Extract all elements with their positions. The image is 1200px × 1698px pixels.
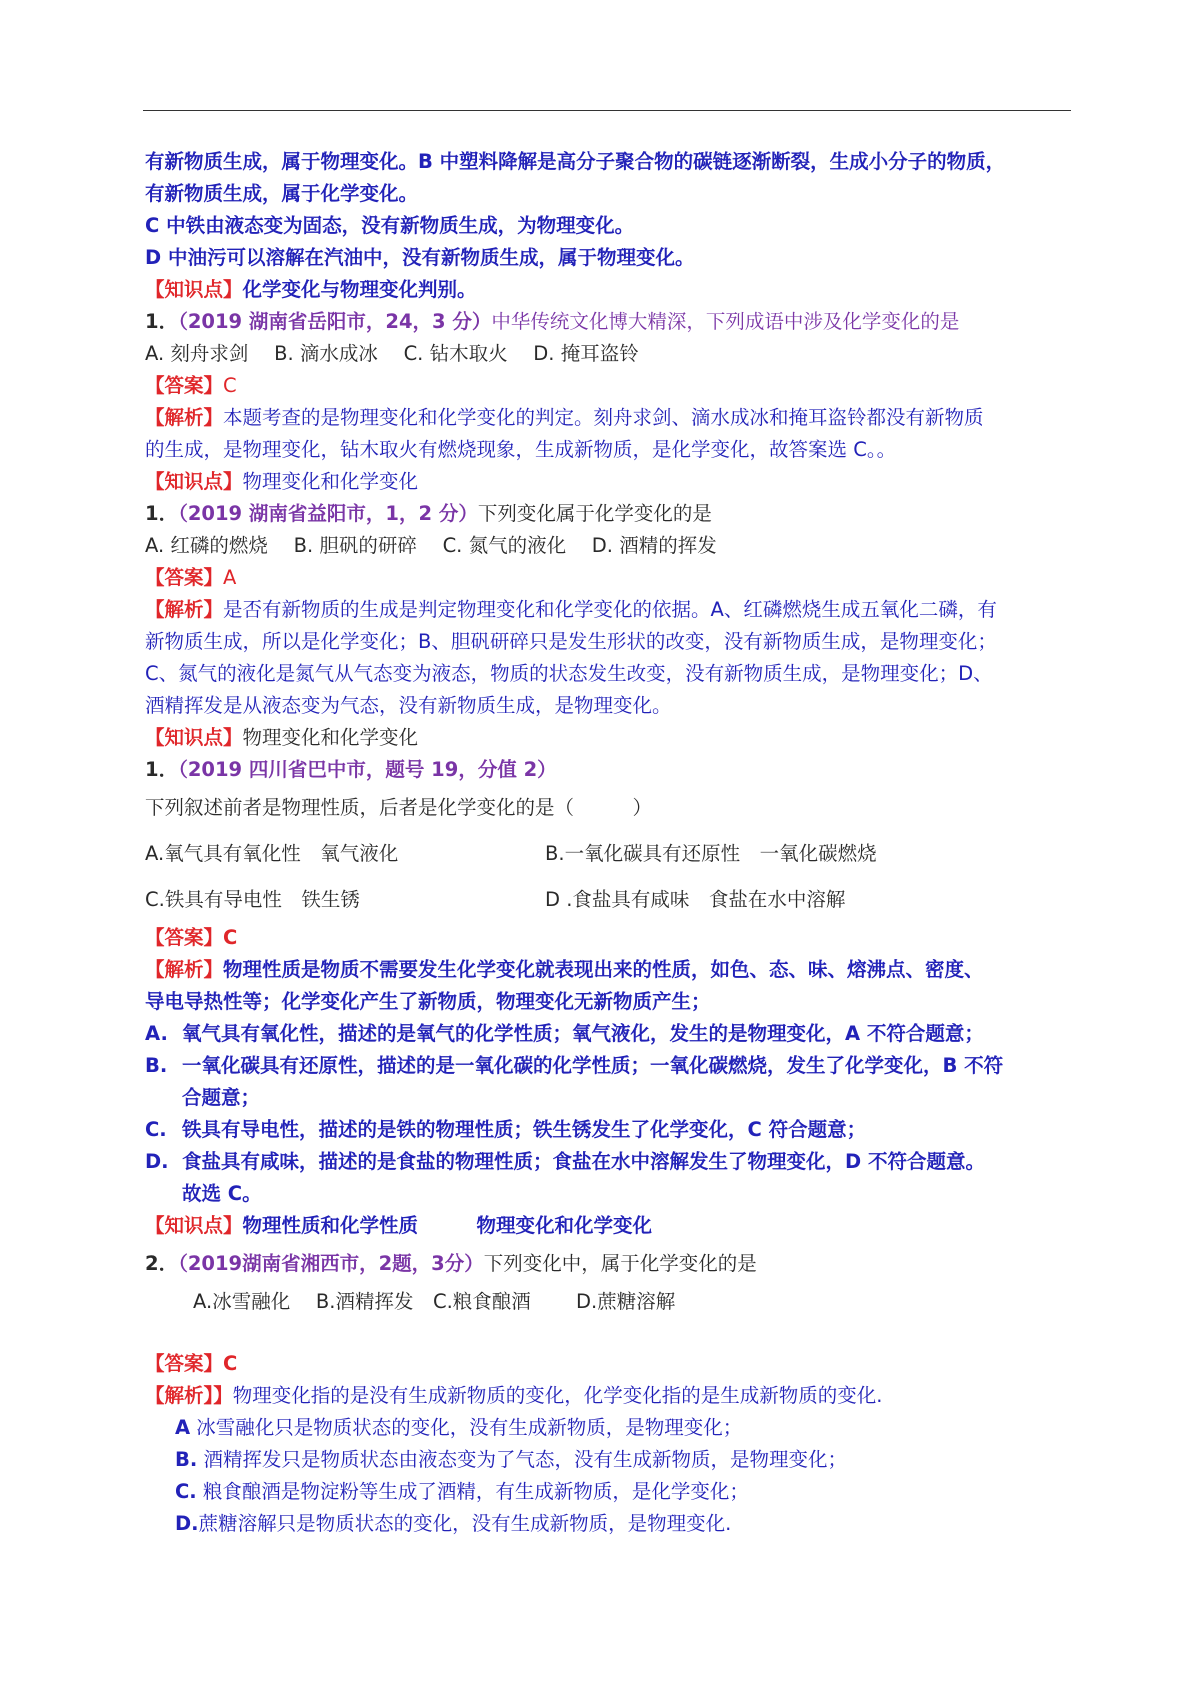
question-text: 下列变化中，属于化学变化的是 bbox=[483, 1252, 757, 1275]
options-row bbox=[145, 838, 1071, 870]
question-stem bbox=[145, 306, 1071, 338]
explanation-text: 物理性质是物质不需要发生化学变化就表现出来的性质，如色、态、味、熔沸点、密度、 bbox=[223, 958, 984, 981]
explanation-line bbox=[145, 402, 1071, 434]
explanation-label: 【解析】】 bbox=[145, 1384, 233, 1407]
question-yiyang bbox=[145, 498, 1071, 754]
answer-label: 【答案】 bbox=[145, 374, 224, 397]
explanation-item bbox=[145, 1476, 1071, 1508]
item-text: 冰雪融化只是物质状态的变化，没有生成新物质，是物理变化； bbox=[190, 1416, 743, 1439]
option-c: C.铁具有导电性 铁生锈 bbox=[145, 888, 360, 911]
question-yueyang bbox=[145, 306, 1071, 498]
item-text: 食盐具有咸味，描述的是食盐的物理性质；食盐在水中溶解发生了物理变化，D 不符合题意。 bbox=[182, 1150, 985, 1173]
explanation-line bbox=[145, 594, 1071, 626]
item-text: 故选 C。 bbox=[182, 1182, 262, 1205]
question-source: （2019 湖南省益阳市，1，2 分） bbox=[178, 502, 478, 525]
option-b: B.一氧化碳具有还原性 一氧化碳燃烧 bbox=[545, 842, 877, 865]
text-line: D 中油污可以溶解在汽油中，没有新物质生成，属于物理变化。 bbox=[145, 246, 695, 269]
item-label: C. bbox=[175, 1480, 197, 1503]
explanation-line: 的生成，是物理变化，钻木取火有燃烧现象，生成新物质，是化学变化，故答案选 C。。 bbox=[145, 438, 897, 461]
item-text: 粮食酿酒是物淀粉等生成了酒精，有生成新物质，是化学变化； bbox=[196, 1480, 749, 1503]
explanation-item bbox=[145, 1050, 1071, 1082]
explanation-label: 【解析】 bbox=[145, 406, 224, 429]
answer-line bbox=[145, 562, 1071, 594]
header-rule bbox=[143, 110, 1071, 111]
document-body bbox=[145, 146, 1071, 1540]
answer-line bbox=[145, 922, 1071, 954]
option-d: D .食盐具有咸味 食盐在水中溶解 bbox=[545, 888, 846, 911]
item-text: 铁具有导电性，描述的是铁的物理性质；铁生锈发生了化学变化，C 符合题意； bbox=[182, 1118, 867, 1141]
kp-label: 【知识点】 bbox=[145, 470, 243, 493]
question-source: （2019 四川省巴中市，题号 19，分值 2） bbox=[178, 758, 557, 781]
options-row bbox=[145, 884, 1071, 916]
explanation-item bbox=[145, 1508, 1071, 1540]
kp-label: 【知识点】 bbox=[145, 278, 243, 301]
options-line: A. 刻舟求剑 B. 滴水成冰 C. 钻木取火 D. 掩耳盗铃 bbox=[145, 342, 639, 365]
explanation-item bbox=[145, 1444, 1071, 1476]
kp-label: 【知识点】 bbox=[145, 726, 243, 749]
question-text: 中华传统文化博大精深，下列成语中涉及化学变化的是 bbox=[491, 310, 960, 333]
question-xiangxi bbox=[145, 1248, 1071, 1540]
explanation-line bbox=[145, 954, 1071, 986]
question-text: 下列叙述前者是物理性质，后者是化学变化的是（ ） bbox=[145, 796, 653, 819]
explanation-text: 是否有新物质的生成是判定物理变化和化学变化的依据。A、红磷燃烧生成五氧化二磷，有 bbox=[223, 598, 997, 621]
question-number: 2． bbox=[145, 1252, 179, 1275]
explanation-line bbox=[145, 1380, 1071, 1412]
item-label: D. bbox=[145, 1150, 169, 1173]
question-stem bbox=[145, 1248, 1071, 1280]
explanation-line: 酒精挥发是从液态变为气态，没有新物质生成，是物理变化。 bbox=[145, 694, 672, 717]
item-label: A. bbox=[145, 1022, 168, 1045]
answer-value: C bbox=[223, 1352, 238, 1375]
explanation-item bbox=[145, 1082, 1071, 1114]
item-label: B. bbox=[145, 1054, 168, 1077]
answer-line bbox=[145, 370, 1071, 402]
answer-value: A bbox=[223, 566, 237, 589]
knowledge-point bbox=[145, 466, 1071, 498]
knowledge-point bbox=[145, 722, 1071, 754]
kp-text: 物理性质和化学性质 物理变化和化学变化 bbox=[242, 1214, 653, 1237]
explanation-item bbox=[145, 1178, 1071, 1210]
explanation-label: 【解析】 bbox=[145, 958, 224, 981]
prev-explanation bbox=[145, 146, 1071, 306]
explanation-line: 新物质生成，所以是化学变化；B、胆矾研碎只是发生形状的改变，没有新物质生成，是物理变化； bbox=[145, 630, 997, 653]
item-label: B. bbox=[175, 1448, 198, 1471]
question-source: （2019 湖南省岳阳市，24，3 分） bbox=[178, 310, 492, 333]
question-bazhong bbox=[145, 754, 1071, 1242]
options-line: A.冰雪融化 B.酒精挥发 C.粮食酿酒 D.蔗糖溶解 bbox=[193, 1290, 676, 1313]
kp-text: 物理变化和化学变化 bbox=[242, 470, 419, 493]
kp-label: 【知识点】 bbox=[145, 1214, 243, 1237]
kp-text: 化学变化与物理变化判别。 bbox=[242, 278, 477, 301]
answer-label: 【答案】 bbox=[145, 1352, 224, 1375]
item-text: 蔗糖溶解只是物质状态的变化，没有生成新物质，是物理变化. bbox=[198, 1512, 732, 1535]
explanation-text: 本题考查的是物理变化和化学变化的判定。刻舟求剑、滴水成冰和掩耳盗铃都没有新物质 bbox=[223, 406, 984, 429]
item-text: 氧气具有氧化性，描述的是氧气的化学性质；氧气液化，发生的是物理变化，A 不符合题意； bbox=[182, 1022, 984, 1045]
answer-label: 【答案】 bbox=[145, 926, 224, 949]
item-text: 一氧化碳具有还原性，描述的是一氧化碳的化学性质；一氧化碳燃烧，发生了化学变化，B 不符 bbox=[182, 1054, 1004, 1077]
question-number: 1． bbox=[145, 758, 179, 781]
item-label: D. bbox=[175, 1512, 199, 1535]
question-stem bbox=[145, 498, 1071, 530]
text-line: 有新物质生成，属于化学变化。 bbox=[145, 182, 419, 205]
answer-label: 【答案】 bbox=[145, 566, 224, 589]
text-line: C 中铁由液态变为固态，没有新物质生成，为物理变化。 bbox=[145, 214, 635, 237]
item-label: A bbox=[175, 1416, 191, 1439]
kp-text: 物理变化和化学变化 bbox=[242, 726, 419, 749]
explanation-item bbox=[145, 1018, 1071, 1050]
explanation-item bbox=[145, 1114, 1071, 1146]
explanation-item bbox=[145, 1412, 1071, 1444]
options-line: A. 红磷的燃烧 B. 胆矾的研碎 C. 氮气的液化 D. 酒精的挥发 bbox=[145, 534, 717, 557]
item-text: 酒精挥发只是物质状态由液态变为了气态，没有生成新物质，是物理变化； bbox=[197, 1448, 847, 1471]
explanation-line: C、氮气的液化是氮气从气态变为液态，物质的状态发生改变，没有新物质生成，是物理变化；D、 bbox=[145, 662, 993, 685]
item-label: C. bbox=[145, 1118, 167, 1141]
question-stem bbox=[145, 754, 1071, 786]
question-text: 下列变化属于化学变化的是 bbox=[477, 502, 712, 525]
answer-value: C bbox=[223, 374, 237, 397]
explanation-item bbox=[145, 1146, 1071, 1178]
answer-value: C bbox=[223, 926, 238, 949]
question-source: （2019湖南省湘西市，2题，3分） bbox=[178, 1252, 484, 1275]
answer-line bbox=[145, 1348, 1071, 1380]
explanation-line: 导电导热性等；化学变化产生了新物质，物理变化无新物质产生； bbox=[145, 990, 711, 1013]
knowledge-point bbox=[145, 274, 1071, 306]
explanation-label: 【解析】 bbox=[145, 598, 224, 621]
item-text: 合题意； bbox=[182, 1086, 261, 1109]
option-a: A.氧气具有氧化性 氧气液化 bbox=[145, 842, 399, 865]
text-line: 有新物质生成，属于物理变化。B 中塑料降解是高分子聚合物的碳链逐渐断裂，生成小分子的物质， bbox=[145, 150, 1006, 173]
question-number: 1． bbox=[145, 310, 179, 333]
explanation-text: 物理变化指的是没有生成新物质的变化，化学变化指的是生成新物质的变化. bbox=[232, 1384, 883, 1407]
knowledge-point bbox=[145, 1210, 1071, 1242]
question-number: 1． bbox=[145, 502, 179, 525]
